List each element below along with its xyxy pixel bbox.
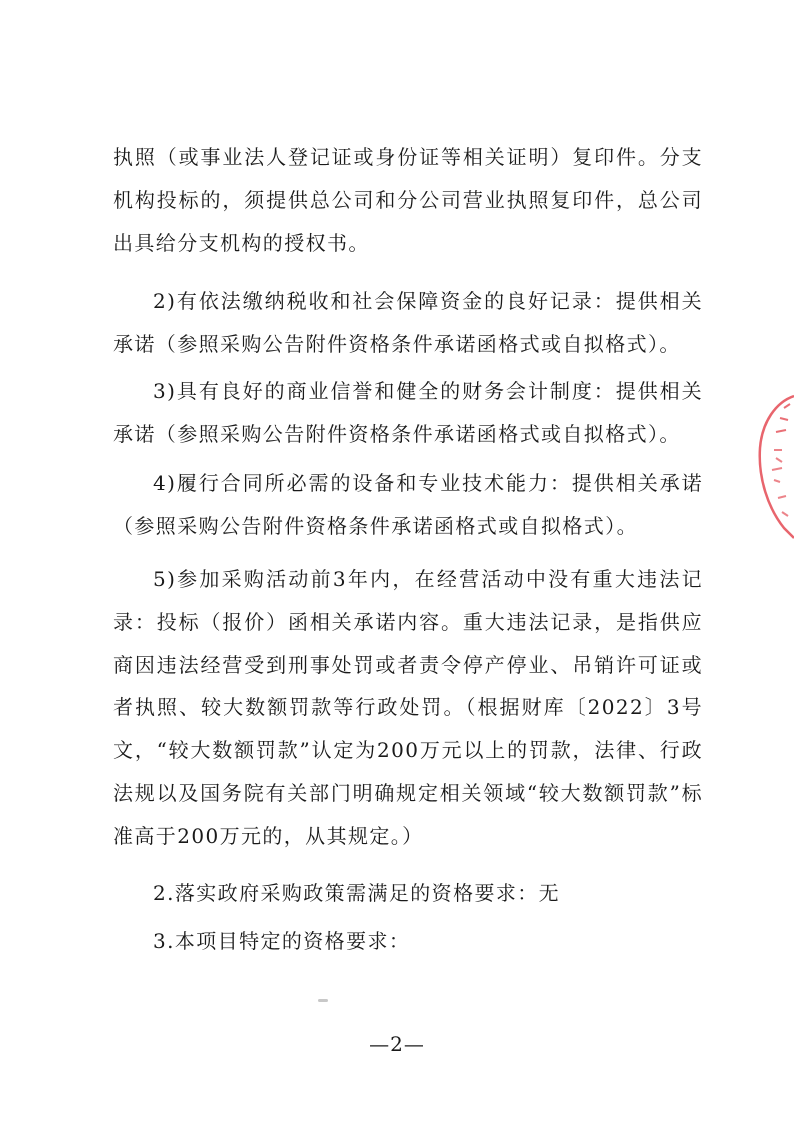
seal-stamp-graphic [754, 388, 794, 548]
paragraph-equipment-capability: 4)履行合同所必需的设备和专业技术能力：提供相关承诺（参照采购公告附件资格条件承诺函格式或自拟格式）。 [113, 471, 703, 538]
scan-speck [318, 999, 328, 1002]
seal-stamp-partial [754, 388, 794, 548]
paragraph-business-reputation: 3)具有良好的商业信誉和健全的财务会计制度：提供相关承诺（参照采购公告附件资格条件承诺函格式或自拟格式）。 [113, 379, 703, 446]
paragraph-specific-requirements: 3.本项目特定的资格要求： [153, 929, 411, 953]
page-number: —2— [369, 1032, 425, 1056]
paragraph-no-violation-record: 5)参加采购活动前3年内，在经营活动中没有重大违法记录：投标（报价）函相关承诺内容。重大违法记录，是指供应商因违法经营受到刑事处罚或者责令停产停业、吊销许可证或者执照、较大数额罚款等行政处罚。（根据财库〔2022〕3号文，“较大数额罚款”认定为200万元以上的罚款，法律、行政法规以及国务院有关部门明确规定相关领域“较大数额罚款”标准高于200万元的，从其规定。） [113, 567, 703, 848]
paragraph-tax-record: 2)有依法缴纳税收和社会保障资金的良好记录：提供相关承诺（参照采购公告附件资格条件承诺函格式或自拟格式）。 [113, 289, 703, 356]
paragraph-policy-requirements: 2.落实政府采购政策需满足的资格要求：无 [153, 881, 561, 905]
paragraph-business-license: 执照（或事业法人登记证或身份证等相关证明）复印件。分支机构投标的，须提供总公司和分公司营业执照复印件，总公司出具给分支机构的授权书。 [113, 145, 703, 255]
